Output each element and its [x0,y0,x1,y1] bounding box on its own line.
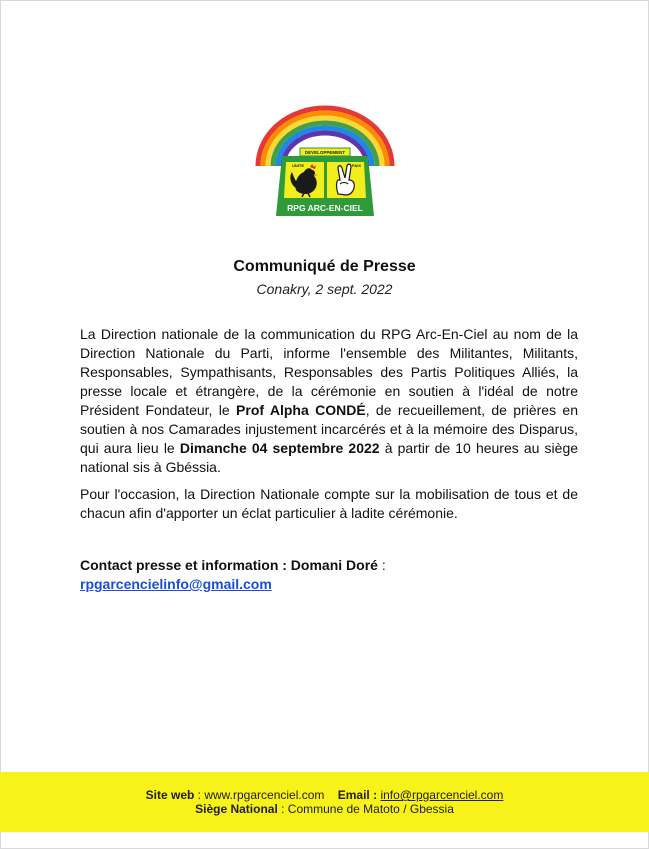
footer-line-1 [0,788,649,802]
paragraph-1 [80,325,578,477]
president-name: Prof Alpha CONDÉ [236,402,366,418]
paragraph-1-part-3: à partir de 10 heures au siège national sis à Gbéssia. [80,440,579,475]
logo-banner-text: RPG ARC-EN-CIEL [287,203,363,213]
press-release-body [80,325,578,531]
footer-email-link[interactable]: info@rpgarcenciel.com [380,788,504,802]
footer-hq-value: : Commune de Matoto / Gbessia [277,802,454,816]
logo-arch-text: DEVELOPPEMENT [304,150,346,155]
contact-label: Contact presse et information : Domani Doré [80,557,378,573]
page-title: Communiqué de Presse [233,258,416,275]
footer-email-label: Email : [337,788,378,802]
event-date: Dimanche 04 septembre 2022 [179,440,380,456]
footer-hq-label: Siège National [195,802,278,816]
footer-site-value: : www.rpgarcenciel.com [194,788,325,802]
footer-line-2 [0,802,649,816]
paragraph-1-part-2: , de recueillement, de prières en soutien à nos Camarades injustement incarcérés et à la mémoire des Disparus, qui aura lieu le [80,402,578,456]
footer-bar [0,772,649,832]
contact-email-link[interactable]: rpgarcencielinfo@gmail.com [80,576,272,592]
paragraph-2: Pour l'occasion, la Direction Nationale compte sur la mobilisation de tous et de chacun afin d'apporter un éclat particulier à ladite cérémonie. [80,486,578,521]
footer-site-label: Site web [145,788,195,802]
logo-right-text: PAIX [352,163,362,168]
contact-block [80,556,578,594]
contact-separator: : [377,557,386,573]
paragraph-1-part-1: La Direction nationale de la communication du RPG Arc-En-Ciel au nom de la Direction Nationale du Parti, informe l'ensemble des Militantes, Militants, Responsables, Sympathisants, Responsables des Partis Politiques Alliés, la presse locale et étrangère, de la cérémonie en soutien à l'idéal de notre Président Fondateur, le [80,326,578,418]
logo-left-text: UNITE [292,163,304,168]
place-date: Conakry, 2 sept. 2022 [256,281,393,297]
party-logo [252,104,398,216]
